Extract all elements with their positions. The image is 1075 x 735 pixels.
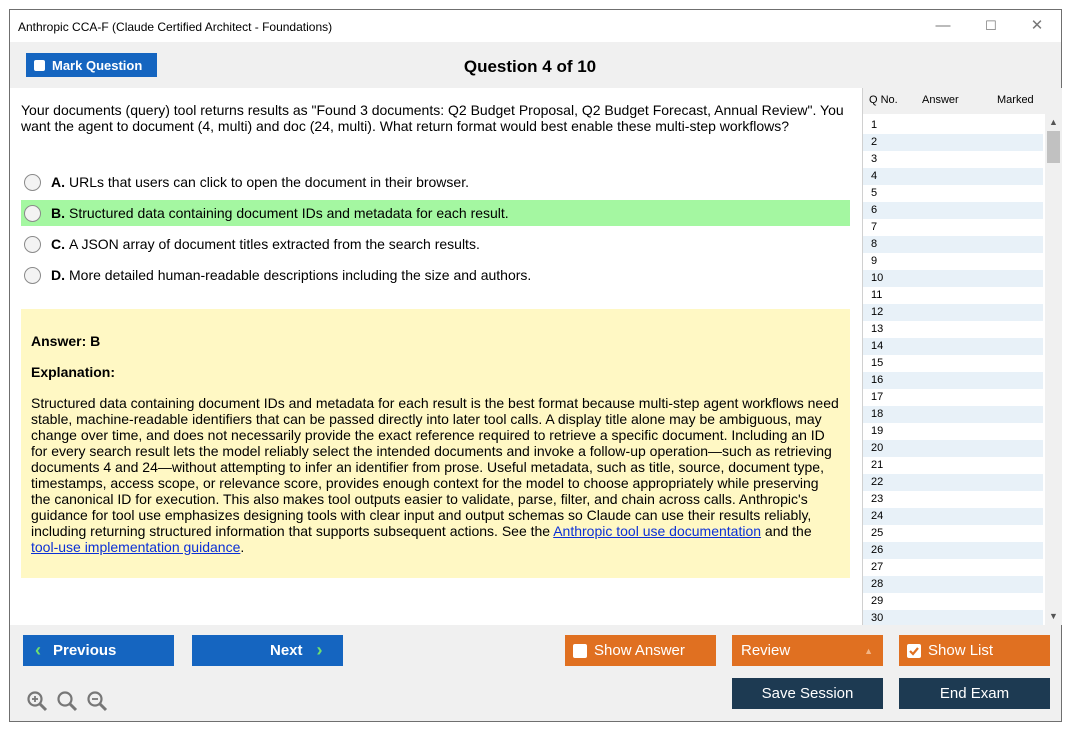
question-number: 9: [871, 255, 878, 267]
radio-button[interactable]: [24, 205, 41, 222]
question-number: 14: [871, 340, 884, 352]
question-number: 4: [871, 170, 878, 182]
review-dropdown[interactable]: [732, 635, 883, 666]
question-number: 10: [871, 272, 884, 284]
question-number: 27: [871, 561, 884, 573]
question-number: 5: [871, 187, 878, 199]
question-number: 2: [871, 136, 878, 148]
question-list-row[interactable]: [863, 542, 1043, 559]
question-list-row[interactable]: [863, 423, 1043, 440]
scroll-down-button[interactable]: ▼: [1049, 611, 1058, 621]
question-number: 7: [871, 221, 878, 233]
question-number: 6: [871, 204, 878, 216]
save-session-label: Save Session: [761, 685, 854, 702]
question-list-row[interactable]: [863, 508, 1043, 525]
close-button[interactable]: ✕: [1030, 17, 1044, 34]
question-number: 25: [871, 527, 884, 539]
question-number: 29: [871, 595, 884, 607]
previous-button[interactable]: [23, 635, 174, 666]
question-number: 15: [871, 357, 884, 369]
question-number: 11: [871, 289, 883, 301]
next-button[interactable]: [192, 635, 343, 666]
question-list-row[interactable]: [863, 593, 1043, 610]
end-exam-button[interactable]: [899, 678, 1050, 709]
question-list-row[interactable]: [863, 287, 1043, 304]
app-window: [9, 9, 1062, 722]
next-label: Next: [270, 642, 303, 659]
scroll-up-button[interactable]: ▲: [1049, 117, 1058, 127]
question-list-row[interactable]: [863, 457, 1043, 474]
radio-button[interactable]: [24, 267, 41, 284]
question-number: 23: [871, 493, 884, 505]
question-list-row[interactable]: [863, 168, 1043, 185]
answer-panel: [21, 309, 850, 578]
explanation-text: [31, 395, 841, 555]
footer-toolbar: [10, 625, 1061, 721]
chevron-right-icon: ›: [316, 640, 323, 660]
end-exam-label: End Exam: [939, 685, 1010, 702]
tool-use-guidance-link[interactable]: tool-use implementation guidance: [31, 539, 241, 555]
explanation-label: Explanation:: [31, 364, 116, 380]
answer-label: Answer: B: [31, 333, 101, 349]
question-number: 16: [871, 374, 884, 386]
option-letter: D.: [51, 267, 65, 283]
question-list-row[interactable]: [863, 355, 1043, 372]
show-list-button[interactable]: [899, 635, 1050, 666]
checkbox-checked-icon[interactable]: [907, 644, 921, 658]
question-number: 3: [871, 153, 878, 165]
question-list-panel: [862, 88, 1062, 625]
question-list-row[interactable]: [863, 440, 1043, 457]
chevron-left-icon: ‹: [35, 640, 41, 660]
question-list-row[interactable]: [863, 151, 1043, 168]
show-list-label: Show List: [928, 642, 994, 659]
option-text: More detailed human-readable descriptions including the size and authors.: [69, 267, 532, 283]
window-title: Anthropic CCA-F (Claude Certified Architect - Foundations): [18, 20, 333, 34]
question-header: [10, 42, 1061, 88]
dropdown-arrow-icon: ▲: [864, 645, 873, 656]
option-d[interactable]: [21, 262, 850, 288]
column-header-answer: Answer: [922, 94, 959, 106]
option-b[interactable]: [21, 200, 850, 226]
maximize-button[interactable]: ☐: [985, 18, 997, 33]
title-bar: [10, 10, 1061, 42]
scroll-thumb[interactable]: [1047, 131, 1060, 163]
explanation-end: .: [240, 539, 245, 555]
question-number: 26: [871, 544, 884, 556]
question-list-row[interactable]: [863, 134, 1043, 151]
question-number: 28: [871, 578, 884, 590]
option-text: A JSON array of document titles extracted from the search results.: [69, 236, 480, 252]
show-answer-label: Show Answer: [594, 642, 685, 659]
previous-label: Previous: [53, 642, 117, 659]
option-letter: B.: [51, 205, 65, 221]
option-letter: A.: [51, 174, 65, 190]
review-label: Review: [741, 642, 791, 659]
question-list-row[interactable]: [863, 525, 1043, 542]
option-text: URLs that users can click to open the document in their browser.: [69, 174, 469, 190]
question-list-row[interactable]: [863, 321, 1043, 338]
question-list-row[interactable]: [863, 117, 1043, 134]
question-number: 8: [871, 238, 878, 250]
column-header-qno: Q No.: [869, 94, 898, 106]
question-list-row[interactable]: [863, 185, 1043, 202]
explanation-body: Structured data containing document IDs and metadata for each result is the best format because multi-step agent workflows need stable, machine-readable identifiers that can be passed directly into later tool calls. A display title alone may be ambiguous, may change over time, and does not necessarily provide the exact reference required to retrieve a specific document. Including an ID for every search result lets the model reliably select the intended documents and invoke a follow-up operation—such as retrieving documents 4 and 24—without attempting to infer an identifier from prose. Useful metadata, such as title, source, document type, timestamps, access scope, or relevance score, provides enough context for the model to choose appropriately while preserving the canonical ID for execution. This also makes tool outputs easier to validate, parse, filter, and chain across calls. Anthropic's guidance for tool use emphasizes designing tools with clear input and output schemas so Claude can use their results reliably, including returning structured information that supports subsequent actions. See the: [31, 395, 839, 539]
explanation-connector: and the: [761, 523, 812, 539]
option-a[interactable]: [21, 169, 850, 195]
question-title: Question 4 of 10: [463, 57, 597, 76]
question-number: 24: [871, 510, 884, 522]
question-list-row[interactable]: [863, 219, 1043, 236]
mark-question-label: Mark Question: [52, 57, 143, 73]
column-header-marked: Marked: [997, 94, 1034, 106]
option-letter: C.: [51, 236, 65, 252]
question-number: 22: [871, 476, 884, 488]
question-list-row[interactable]: [863, 406, 1043, 423]
question-list-scrollbar[interactable]: [1045, 114, 1062, 625]
question-list-row[interactable]: [863, 236, 1043, 253]
question-list-row[interactable]: [863, 389, 1043, 406]
question-list-row[interactable]: [863, 576, 1043, 593]
question-list-row[interactable]: [863, 372, 1043, 389]
question-number: 1: [871, 119, 878, 131]
question-number: 17: [871, 391, 884, 403]
zoom-reset-icon[interactable]: [56, 690, 78, 712]
question-number: 21: [871, 459, 884, 471]
tool-use-docs-link[interactable]: Anthropic tool use documentation: [553, 523, 762, 539]
radio-button[interactable]: [24, 174, 41, 191]
question-list-row[interactable]: [863, 202, 1043, 219]
question-list-row[interactable]: [863, 559, 1043, 576]
question-list-row[interactable]: [863, 474, 1043, 491]
question-number: 12: [871, 306, 884, 318]
option-c[interactable]: [21, 231, 850, 257]
zoom-out-icon[interactable]: [86, 690, 108, 712]
question-number: 19: [871, 425, 884, 437]
option-text: Structured data containing document IDs and metadata for each result.: [69, 205, 509, 221]
question-number: 20: [871, 442, 884, 454]
question-list-rows: [863, 117, 1043, 627]
question-number: 30: [871, 612, 884, 624]
question-text: Your documents (query) tool returns results as "Found 3 documents: Q2 Budget Proposal, Q2 Budget Forecast, Annual Review". You want the agent to document (4, multi) and doc (24, multi). What return format would best enable these multi-step workflows?: [21, 102, 844, 134]
question-list-row[interactable]: [863, 338, 1043, 355]
question-list-row[interactable]: [863, 270, 1043, 287]
checkbox-icon[interactable]: [573, 644, 587, 658]
minimize-button[interactable]: —: [935, 17, 951, 34]
show-answer-button[interactable]: [565, 635, 716, 666]
question-list-row[interactable]: [863, 491, 1043, 508]
question-list-header: [863, 88, 1062, 114]
zoom-in-icon[interactable]: [26, 690, 48, 712]
question-number: 18: [871, 408, 884, 420]
question-number: 13: [871, 323, 884, 335]
save-session-button[interactable]: [732, 678, 883, 709]
question-list-row[interactable]: [863, 304, 1043, 321]
radio-button[interactable]: [24, 236, 41, 253]
question-list-row[interactable]: [863, 253, 1043, 270]
